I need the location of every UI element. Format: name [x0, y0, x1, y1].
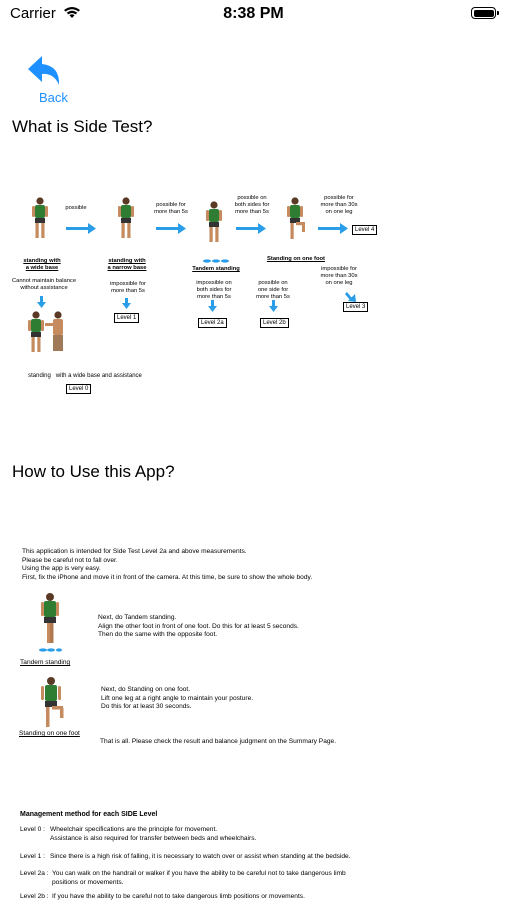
label-impossible-5s: impossible for more than 5s: [110, 281, 146, 294]
section-title-side-test: What is Side Test?: [12, 117, 153, 136]
badge-level-1: Level 1: [114, 313, 139, 323]
level-label: Level 2b :: [20, 893, 49, 900]
carrier-label: Carrier: [10, 5, 56, 22]
level-description: If you have the ability to be careful not to take dangerous limb positions or movements.: [52, 893, 305, 900]
figure-wide-base: [32, 197, 48, 238]
label-impossible-30s: impossible for more than 30s on one leg: [320, 266, 358, 286]
level-label: Level 0 :: [20, 826, 45, 833]
caption-wide-base: standing with a wide base: [23, 258, 61, 271]
back-button[interactable]: [24, 54, 74, 104]
figure-narrow-base: [118, 197, 134, 238]
caption-narrow-base: standing with a narrow base: [107, 258, 147, 271]
label-possible-30s: possible for more than 30s on one leg: [320, 195, 358, 215]
caption-assisted: standing with a wide base and assistance: [28, 373, 142, 379]
badge-level-0: Level 0: [66, 384, 91, 394]
battery-icon: [471, 7, 496, 19]
one-foot-caption-text: Standing on one foot: [19, 730, 80, 737]
one-foot-instructions: Next, do Standing on one foot. Lift one leg at a right angle to maintain your posture. Do this for at least 30 seconds.: [101, 686, 254, 711]
status-bar: [0, 0, 507, 28]
intro-text: This application is intended for Side Test Level 2a and above measurements. Please be careful not to fall over. Using the app is very easy. First, fix the iPhone and move it in front of the camera. At this time, be sure to show the whole body.: [22, 548, 313, 581]
level-label: Level 1 :: [20, 853, 45, 860]
section-title-how-to-use: How to Use this App?: [12, 462, 175, 481]
label-cannot-maintain: Cannot maintain balance without assistance: [11, 278, 77, 291]
label-possible-5s: possible for more than 5s: [154, 202, 188, 215]
tandem-instructions: Next, do Tandem standing. Align the other foot in front of one foot. Do this for at least 5 seconds. Then do the same with the opposite foot.: [98, 614, 299, 639]
label-possible: possible: [65, 205, 87, 211]
label-possible-both-5s: possible on both sides for more than 5s: [234, 195, 270, 215]
level-label: Level 2a :: [20, 870, 49, 877]
one-foot-caption: [19, 730, 80, 737]
tandem-caption: [20, 659, 70, 666]
level-description: Since there is a high risk of falling, it is necessary to watch over or assist when standing at the bedside.: [50, 853, 351, 860]
management-title: Management method for each SIDE Level: [20, 811, 158, 818]
figure-assisted: [28, 311, 63, 352]
caption-one-foot: Standing on one foot: [267, 256, 325, 262]
label-impossible-both-5s: impossible on both sides for more than 5s: [196, 280, 232, 300]
label-possible-one-5s: possible on one side for more than 5s: [256, 280, 290, 300]
badge-level-4: Level 4: [352, 225, 377, 235]
tandem-caption-text: Tandem standing: [20, 659, 71, 666]
tandem-illustration: [38, 592, 62, 654]
badge-level-3: Level 3: [343, 302, 368, 312]
badge-level-2b: Level 2b: [260, 318, 289, 328]
back-arrow-icon: [26, 54, 66, 90]
level-description: Wheelchair specifications are the principle for movement. Assistance is also required for transfer between beds and wheelchairs.: [50, 826, 257, 842]
caption-tandem: Tandem standing: [192, 266, 240, 272]
figure-one-foot: [287, 197, 305, 239]
level-description: You can walk on the handrail or walker if you have the ability to be careful not to take dangerous limb positions or movements.: [52, 870, 346, 886]
status-time: 8:38 PM: [223, 5, 284, 22]
back-label: Back: [39, 90, 68, 105]
end-text: That is all. Please check the result and balance judgment on the Summary Page.: [100, 738, 337, 745]
side-test-diagram: [0, 190, 507, 400]
badge-level-2a: Level 2a: [198, 318, 227, 328]
one-foot-illustration: [38, 676, 68, 730]
